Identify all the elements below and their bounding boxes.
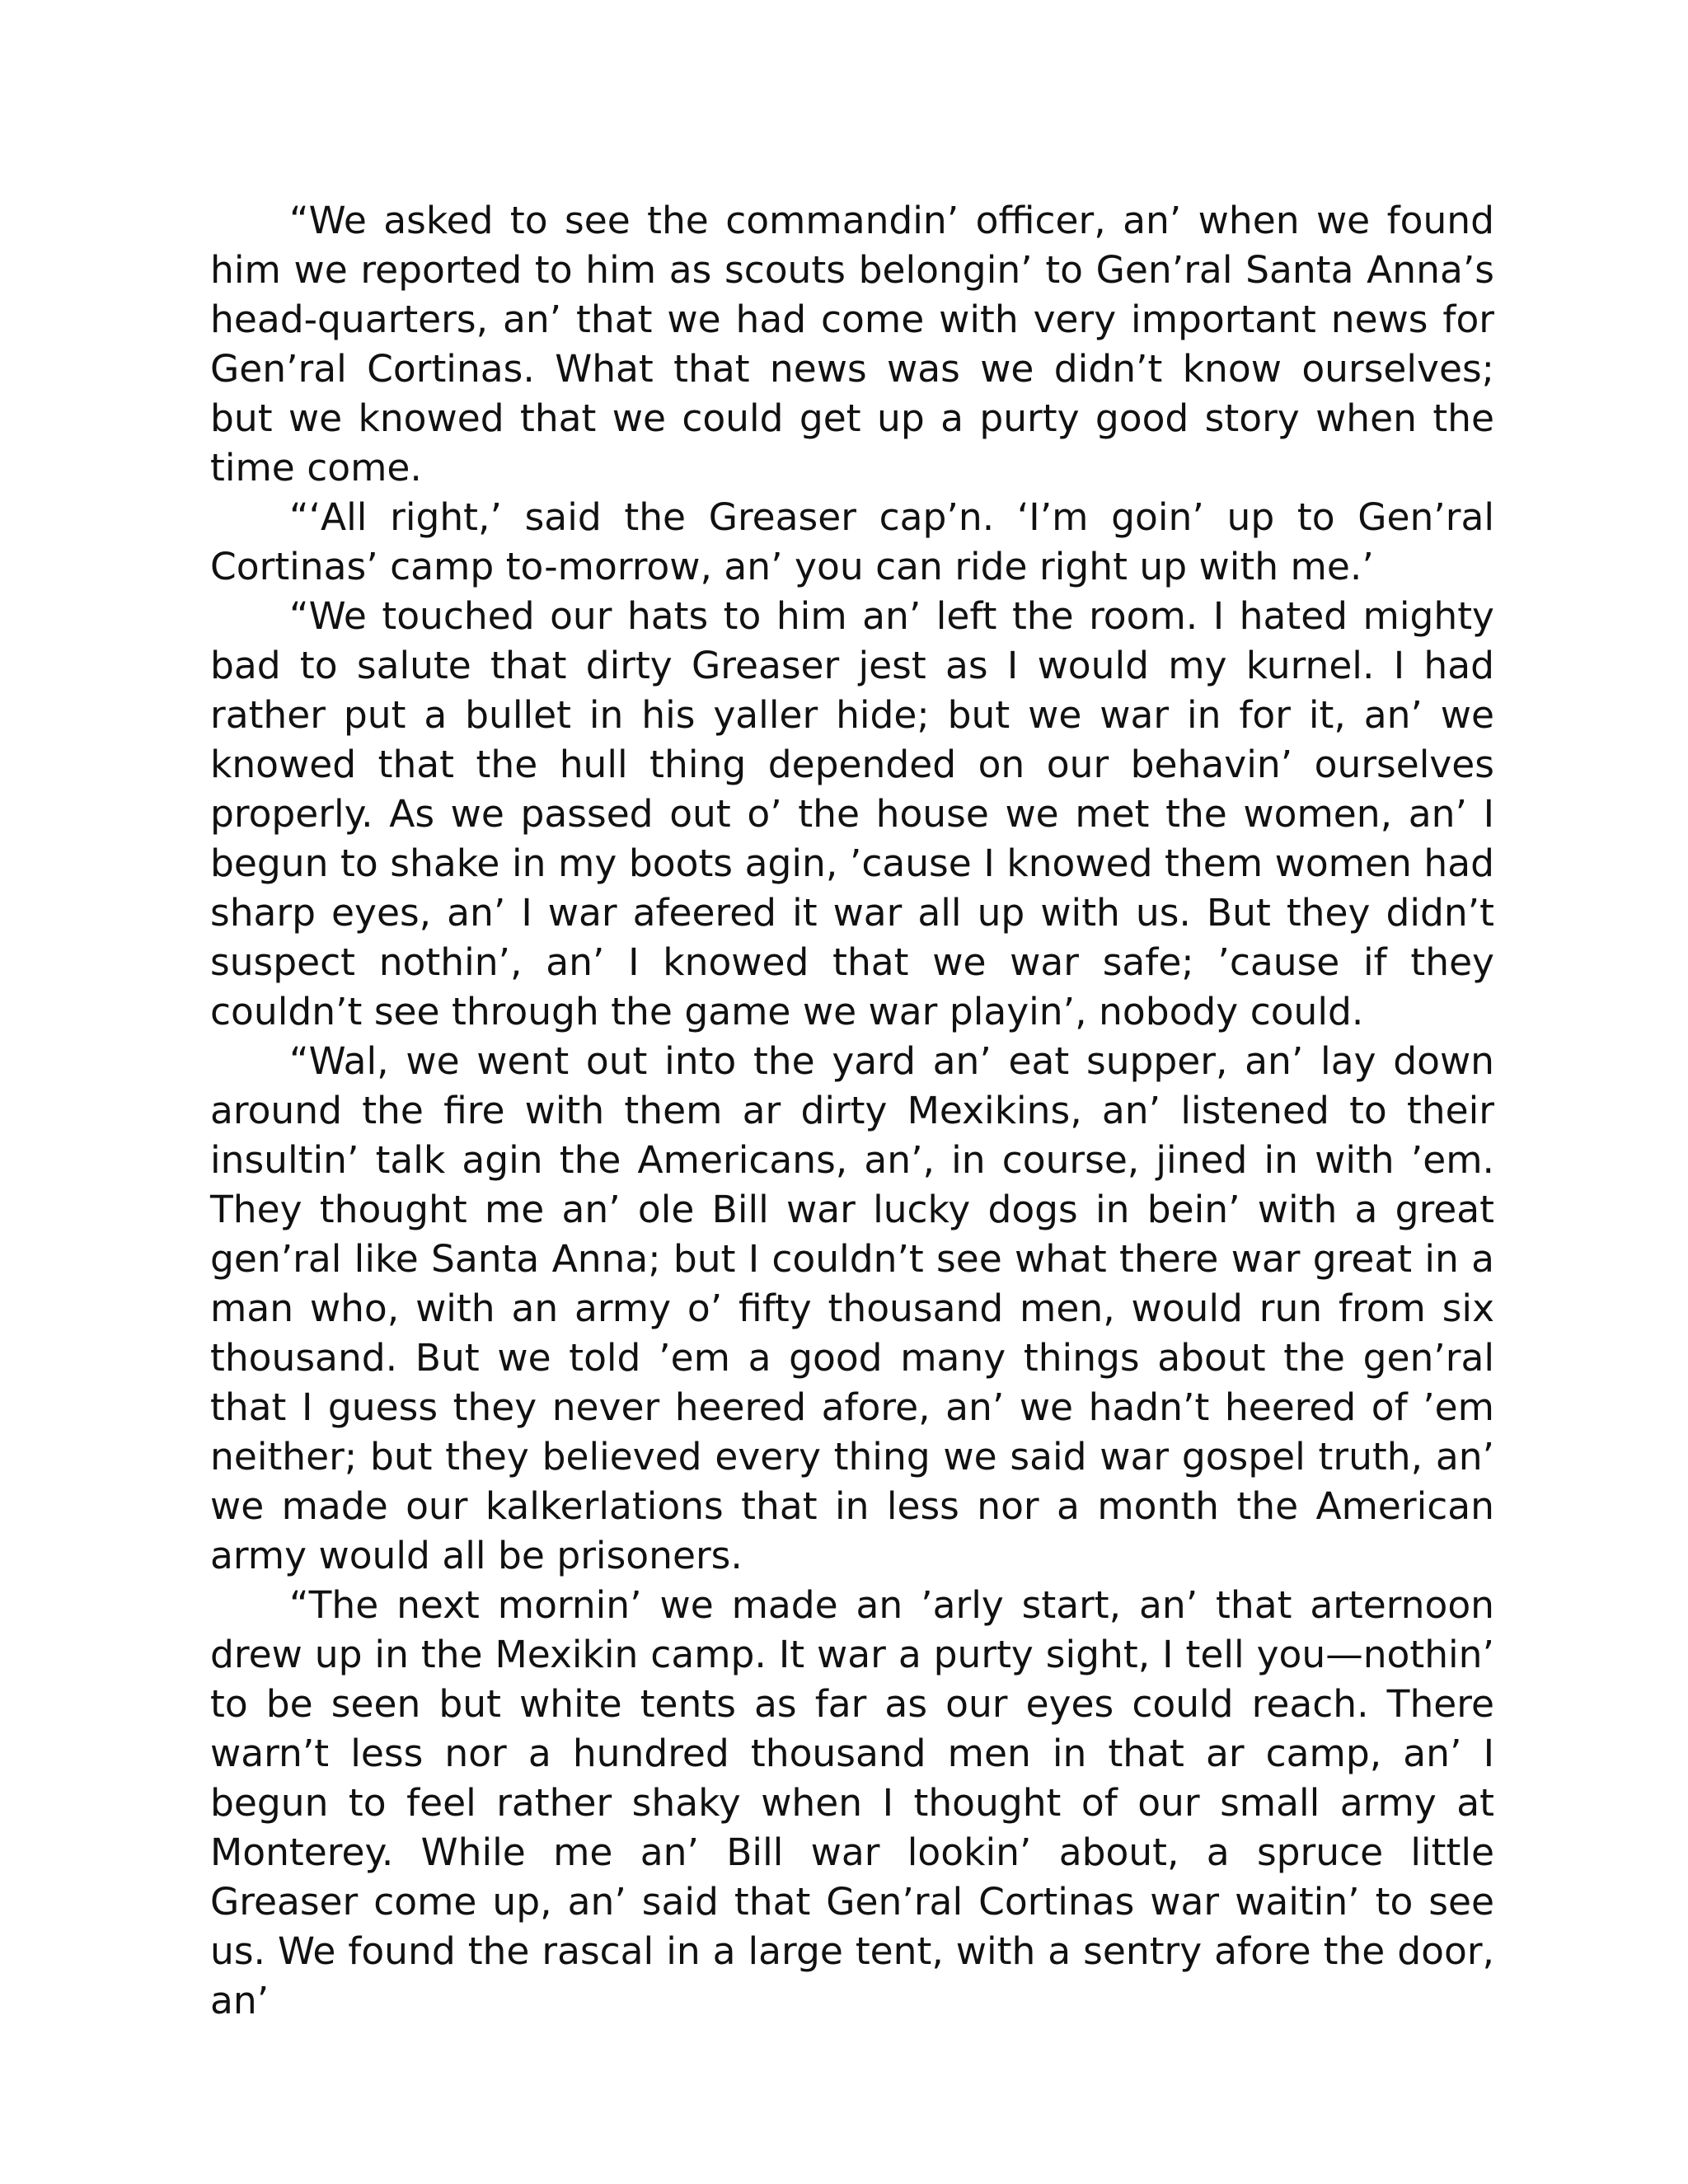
paragraph-2: “‘All right,’ said the Greaser cap’n. ‘I’m goin’ up to Gen’ral Cortinas’ camp to-morrow, an’ you can ride right up with me.’: [210, 495, 1494, 588]
paragraph-5: “The next mornin’ we made an ’arly start, an’ that arternoon drew up in the Mexikin camp. It war a purty sight, I tell you—nothin’ to be seen but white tents as far as our eyes could reach. There warn’t less nor a hundred thousand men in that ar camp, an’ I begun to feel rather shaky when I thought of our small army at Monterey. While me an’ Bill war lookin’ about, a spruce little Greaser come up, an’ said that Gen’ral Cortinas war waitin’ to see us. We found the rascal in a large tent, with a sentry afore the door, an’: [210, 1583, 1494, 2022]
paragraph-3: “We touched our hats to him an’ left the room. I hated mighty bad to salute that dirty Greaser jest as I would my kurnel. I had rather put a bullet in his yaller hide; but we war in for it, an’ we knowed that the hull thing depended on our behavin’ ourselves properly. As we passed out o’ the house we met the women, an’ I begun to shake in my boots agin, ’cause I knowed them women had sharp eyes, an’ I war afeered it war all up with us. But they didn’t suspect nothin’, an’ I knowed that we war safe; ’cause if they couldn’t see through the game we war playin’, nobody could.: [210, 594, 1494, 1033]
paragraph-1: “We asked to see the commandin’ officer, an’ when we found him we reported to him as scouts belongin’ to Gen’ral Santa Anna’s head-quarters, an’ that we had come with very important news for Gen’ral Cortinas. What that news was we didn’t know ourselves; but we knowed that we could get up a purty good story when the time come.: [210, 199, 1494, 490]
paragraph-4: “Wal, we went out into the yard an’ eat supper, an’ lay down around the fire with them ar dirty Mexikins, an’ listened to their insultin’ talk agin the Americans, an’, in course, jined in with ’em. They thought me an’ ole Bill war lucky dogs in bein’ with a great gen’ral like Santa Anna; but I couldn’t see what there war great in a man who, with an army o’ fifty thousand men, would run from six thousand. But we told ’em a good many things about the gen’ral that I guess they never heered afore, an’ we hadn’t heered of ’em neither; but they believed every thing we said war gospel truth, an’ we made our kalkerlations that in less nor a month the American army would all be prisoners.: [210, 1039, 1494, 1577]
page-body: [210, 196, 1494, 2026]
